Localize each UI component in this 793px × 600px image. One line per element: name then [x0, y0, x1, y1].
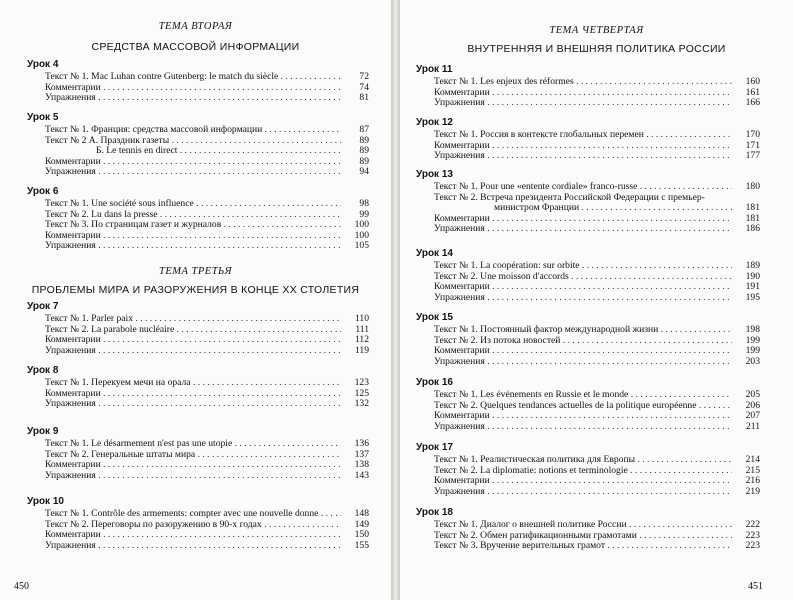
- left-page: [0, 0, 391, 600]
- toc-entry[interactable]: [27, 220, 369, 231]
- entry-label: Текст № 3. По страницам газет и журналов . . .: [45, 220, 341, 231]
- lesson-9: [27, 425, 369, 481]
- lesson-title: Урок 15: [416, 312, 453, 323]
- toc-entry[interactable]: [416, 141, 760, 152]
- page-number: 203: [745, 355, 760, 367]
- toc-entry[interactable]: [27, 72, 369, 83]
- entry-label: Комментарии . . .: [434, 214, 732, 225]
- page-number: 190: [745, 270, 760, 282]
- lesson-4: [27, 58, 369, 104]
- toc-entry[interactable]: [416, 531, 760, 542]
- page-number: 119: [354, 344, 369, 356]
- toc-entry[interactable]: [27, 520, 369, 531]
- toc-entry[interactable]: [27, 167, 369, 178]
- lesson-title: Урок 11: [416, 64, 453, 75]
- entry-label: Упражнения . . .: [434, 357, 732, 368]
- lesson-5: [27, 111, 369, 178]
- lesson-title: Урок 6: [27, 186, 59, 197]
- entry-label: Текст № 1. Постоянный фактор международной жизни . . .: [434, 325, 732, 336]
- entry-label: Упражнения . . .: [45, 93, 341, 104]
- toc-entry[interactable]: [27, 231, 369, 242]
- lesson-7: [27, 300, 369, 356]
- entry-label: Комментарии . . .: [434, 346, 732, 357]
- page-number: 222: [745, 519, 760, 530]
- page-number: 180: [745, 181, 760, 192]
- page-number: 89: [359, 134, 369, 146]
- toc-entry[interactable]: [416, 541, 760, 552]
- entry-label: Текст № 2. Une moisson d'accords . . .: [434, 272, 732, 283]
- lesson-6: [27, 185, 369, 252]
- entry-label: Текст № 2. La parabole nucléaire . . .: [45, 325, 341, 336]
- page-number: 195: [745, 291, 760, 303]
- page-number: 123: [354, 377, 369, 388]
- toc-entry[interactable]: [416, 214, 760, 225]
- toc-entry[interactable]: [416, 520, 760, 531]
- lesson-11: [416, 63, 760, 109]
- entry-label: Текст № 1. Mac Luhan contre Gutenberg: le match du siècle . . .: [45, 72, 341, 83]
- lesson-title: Урок 17: [416, 442, 453, 453]
- page-number: 166: [745, 97, 760, 108]
- toc-entry[interactable]: [27, 509, 369, 520]
- section-head-3: ТЕМА ТРЕТЬЯ: [158, 266, 232, 277]
- page-number: 198: [745, 324, 760, 335]
- page-number: 94: [359, 166, 369, 177]
- entry-label: Текст № 2. Обмен ратификационными грамотами . . .: [434, 531, 732, 542]
- page-number: 189: [745, 260, 760, 271]
- page-number: 87: [359, 124, 369, 135]
- entry-label: Текст № 2. Встреча президента Российской Федерации с премьер-: [434, 192, 705, 203]
- page-number: 110: [354, 313, 369, 324]
- lesson-16: [416, 376, 760, 432]
- page-number: 100: [354, 229, 369, 241]
- page-number: 177: [745, 150, 760, 161]
- toc-entry[interactable]: [416, 476, 760, 487]
- toc-entry[interactable]: [416, 182, 760, 193]
- entry-label: Текст № 1. Contrôle des armements: compter avec une nouvelle donne . . .: [45, 509, 341, 520]
- entry-label: Комментарии . . .: [434, 88, 732, 99]
- toc-entry[interactable]: [27, 241, 369, 252]
- entry-label: Упражнения . . .: [45, 399, 341, 410]
- toc-entry[interactable]: [416, 466, 760, 477]
- entry-label: Комментарии . . .: [45, 231, 341, 242]
- entry-label: министром Франции . . .: [494, 203, 732, 214]
- page-number: 89: [359, 155, 369, 167]
- toc-entry[interactable]: [27, 439, 369, 450]
- page-number: 138: [354, 459, 369, 470]
- entry-label: Комментарии . . .: [45, 83, 341, 94]
- toc-entry[interactable]: [416, 422, 760, 433]
- lesson-title: Урок 18: [416, 507, 453, 518]
- lesson-13: [416, 168, 760, 235]
- lesson-title: Урок 8: [27, 365, 59, 376]
- lesson-title: Урок 5: [27, 112, 59, 123]
- entry-label: Текст № 2. La diplomatie: notions et terminologie . . .: [434, 466, 732, 477]
- toc-entry[interactable]: [27, 136, 369, 147]
- toc-entry[interactable]: [27, 325, 369, 336]
- entry-label: Комментарии . . .: [45, 157, 341, 168]
- entry-label: Упражнения . . .: [45, 346, 341, 357]
- entry-label: Текст № 1. Une société sous influence . . .: [45, 199, 341, 210]
- entry-label: Текст № 2 А. Праздник газеты . . .: [45, 136, 341, 147]
- page-number: 205: [745, 389, 760, 400]
- page-number: 171: [745, 139, 760, 151]
- entry-label: Текст № 1. Le désarmement n'est pas une utopie . . .: [45, 439, 341, 450]
- lesson-17: [416, 441, 760, 497]
- page-number: 215: [745, 464, 760, 476]
- entry-label: Текст № 1. Перекуем мечи на орала . . .: [45, 378, 341, 389]
- toc-entry[interactable]: [416, 293, 760, 304]
- lesson-title: Урок 9: [27, 426, 59, 437]
- page-number: 150: [354, 529, 369, 540]
- page-folio-left: 450: [14, 581, 29, 592]
- page-folio-right: 451: [748, 581, 763, 592]
- entry-label: Текст № 2. Переговоры по разоружению в 90-х годах . . .: [45, 520, 341, 531]
- toc-entry[interactable]: [416, 272, 760, 283]
- toc-entry[interactable]: [27, 450, 369, 461]
- toc-entry[interactable]: [416, 88, 760, 99]
- toc-entry[interactable]: [416, 193, 760, 204]
- toc-entry[interactable]: [416, 282, 760, 293]
- toc-entry[interactable]: [416, 77, 760, 88]
- entry-label: Б. Le tennis en direct . . .: [96, 146, 341, 157]
- entry-label: Текст № 3. Вручение верительных грамот . . .: [434, 541, 732, 552]
- toc-entry[interactable]: [27, 146, 369, 157]
- lesson-title: Урок 12: [416, 117, 453, 128]
- lesson-title: Урок 14: [416, 248, 453, 259]
- toc-entry[interactable]: [27, 335, 369, 346]
- page-number: 137: [354, 448, 369, 460]
- toc-entry[interactable]: [416, 401, 760, 412]
- page-number: 216: [745, 475, 760, 486]
- page-number: 111: [355, 323, 369, 335]
- page-number: 207: [745, 410, 760, 421]
- page-number: 206: [745, 399, 760, 411]
- toc-entry[interactable]: [416, 487, 760, 498]
- page-number: 148: [354, 508, 369, 519]
- toc-entry[interactable]: [27, 83, 369, 94]
- book-gutter: [391, 0, 400, 600]
- right-page: [400, 0, 793, 600]
- toc-entry[interactable]: [27, 346, 369, 357]
- page-number: 199: [745, 345, 760, 356]
- toc-entry[interactable]: [27, 157, 369, 168]
- toc-entry[interactable]: [416, 130, 760, 141]
- lesson-title: Урок 7: [27, 301, 59, 312]
- toc-entry[interactable]: [416, 390, 760, 401]
- lesson-8: [27, 364, 369, 410]
- toc-entry[interactable]: [27, 541, 369, 552]
- page-number: 149: [354, 518, 369, 530]
- toc-entry[interactable]: [416, 336, 760, 347]
- entry-label: Упражнения . . .: [434, 293, 732, 304]
- toc-entry[interactable]: [27, 460, 369, 471]
- page-number: 191: [745, 281, 760, 292]
- page-number: 136: [354, 438, 369, 449]
- page-number: 199: [745, 334, 760, 346]
- entry-label: Упражнения . . .: [45, 541, 341, 552]
- page-number: 181: [745, 202, 760, 213]
- toc-entry[interactable]: [416, 325, 760, 336]
- entry-label: Упражнения . . .: [45, 241, 341, 252]
- entry-label: Упражнения . . .: [434, 224, 732, 235]
- lesson-15: [416, 311, 760, 367]
- entry-label: Текст № 2. Генеральные штаты мира . . .: [45, 450, 341, 461]
- entry-label: Текст № 1. Les événements en Russie et le monde . . .: [434, 390, 732, 401]
- toc-entry[interactable]: [27, 530, 369, 541]
- entry-label: Упражнения . . .: [434, 487, 732, 498]
- lesson-18: [416, 506, 760, 552]
- toc-entry[interactable]: [416, 224, 760, 235]
- entry-label: Текст № 2. Quelques tendances actuelles de la politique européenne . . .: [434, 401, 732, 412]
- page-number: 72: [359, 71, 369, 82]
- entry-label: Упражнения . . .: [434, 98, 732, 109]
- entry-label: Текст № 1. Les enjeux des réformes . . .: [434, 77, 732, 88]
- lesson-title: Урок 10: [27, 496, 64, 507]
- entry-label: Упражнения . . .: [45, 471, 341, 482]
- entry-label: Комментарии . . .: [434, 282, 732, 293]
- page-number: 155: [354, 539, 369, 551]
- page-number: 125: [354, 387, 369, 399]
- toc-entry[interactable]: [416, 411, 760, 422]
- lesson-title: Урок 13: [416, 169, 453, 180]
- section-head-4: ТЕМА ЧЕТВЕРТАЯ: [549, 25, 644, 36]
- page-number: 112: [354, 334, 369, 345]
- lesson-10: [27, 495, 369, 551]
- page-number: 181: [745, 212, 760, 224]
- page-number: 223: [745, 540, 760, 551]
- toc-entry[interactable]: [27, 314, 369, 325]
- page-number: 223: [745, 529, 760, 541]
- lesson-title: Урок 16: [416, 377, 453, 388]
- page-number: 211: [745, 420, 760, 432]
- page-number: 81: [359, 92, 369, 103]
- toc-entry[interactable]: [27, 399, 369, 410]
- page-number: 100: [354, 219, 369, 230]
- toc-entry[interactable]: [416, 357, 760, 368]
- entry-label: Комментарии . . .: [45, 530, 341, 541]
- page-number: 89: [359, 145, 369, 156]
- section-head-2: ТЕМА ВТОРАЯ: [158, 21, 233, 32]
- entry-label: Комментарии . . .: [45, 389, 341, 400]
- toc-entry[interactable]: [27, 389, 369, 400]
- entry-label: Комментарии . . .: [434, 411, 732, 422]
- section-title-media: СРЕДСТВА МАССОВОЙ ИНФОРМАЦИИ: [91, 41, 300, 53]
- lesson-title: Урок 4: [27, 59, 59, 70]
- entry-label: Текст № 1. Parler paix . . .: [45, 314, 341, 325]
- toc-entry[interactable]: [416, 98, 760, 109]
- entry-label: Текст № 2. Из потока новостей . . .: [434, 336, 732, 347]
- entry-label: Комментарии . . .: [45, 335, 341, 346]
- entry-label: Текст № 1. Реалистическая политика для Европы . . .: [434, 455, 732, 466]
- page-number: 186: [745, 223, 760, 234]
- toc-entry[interactable]: [27, 125, 369, 136]
- lesson-14: [416, 247, 760, 303]
- page-number: 74: [359, 81, 369, 93]
- toc-entry[interactable]: [27, 210, 369, 221]
- entry-label: Комментарии . . .: [434, 476, 732, 487]
- toc-entry[interactable]: [416, 346, 760, 357]
- entry-label: Текст № 2. Lu dans la presse . . .: [45, 210, 341, 221]
- toc-entry[interactable]: [416, 151, 760, 162]
- entry-label: Упражнения . . .: [434, 422, 732, 433]
- page-number: 161: [745, 86, 760, 98]
- page-number: 170: [745, 129, 760, 140]
- section-title-peace: ПРОБЛЕМЫ МИРА И РАЗОРУЖЕНИЯ В КОНЦЕ XX СТОЛЕТИЯ: [31, 284, 360, 296]
- lesson-12: [416, 116, 760, 162]
- entry-label: Текст № 1. Россия в контексте глобальных перемен . . .: [434, 130, 732, 141]
- entry-label: Комментарии . . .: [434, 141, 732, 152]
- entry-label: Комментарии . . .: [45, 460, 341, 471]
- page-number: 214: [745, 454, 760, 465]
- page-number: 143: [354, 469, 369, 481]
- entry-label: Текст № 1. La coopération: sur orbite . . .: [434, 261, 732, 272]
- section-title-politics: ВНУТРЕННЯЯ И ВНЕШНЯЯ ПОЛИТИКА РОССИИ: [467, 43, 726, 55]
- page-number: 105: [354, 240, 369, 251]
- toc-entry[interactable]: [416, 455, 760, 466]
- page-number: 160: [745, 76, 760, 87]
- toc-entry[interactable]: [27, 93, 369, 104]
- page-number: 132: [354, 398, 369, 409]
- toc-entry[interactable]: [416, 261, 760, 272]
- entry-label: Текст № 1. Диалог о внешней политике России . . .: [434, 520, 732, 531]
- toc-entry[interactable]: [27, 471, 369, 482]
- toc-entry[interactable]: [27, 199, 369, 210]
- entry-label: Упражнения . . .: [434, 151, 732, 162]
- entry-label: Упражнения . . .: [45, 167, 341, 178]
- entry-label: Текст № 1. Франция: средства массовой информации . . .: [45, 125, 341, 136]
- toc-entry[interactable]: [416, 203, 760, 214]
- page-number: 219: [745, 485, 760, 497]
- toc-entry[interactable]: [27, 378, 369, 389]
- page-number: 98: [359, 198, 369, 209]
- page-number: 99: [359, 208, 369, 220]
- entry-label: Текст № 1. Pour une «entente cordiale» franco-russe . . .: [434, 182, 732, 193]
